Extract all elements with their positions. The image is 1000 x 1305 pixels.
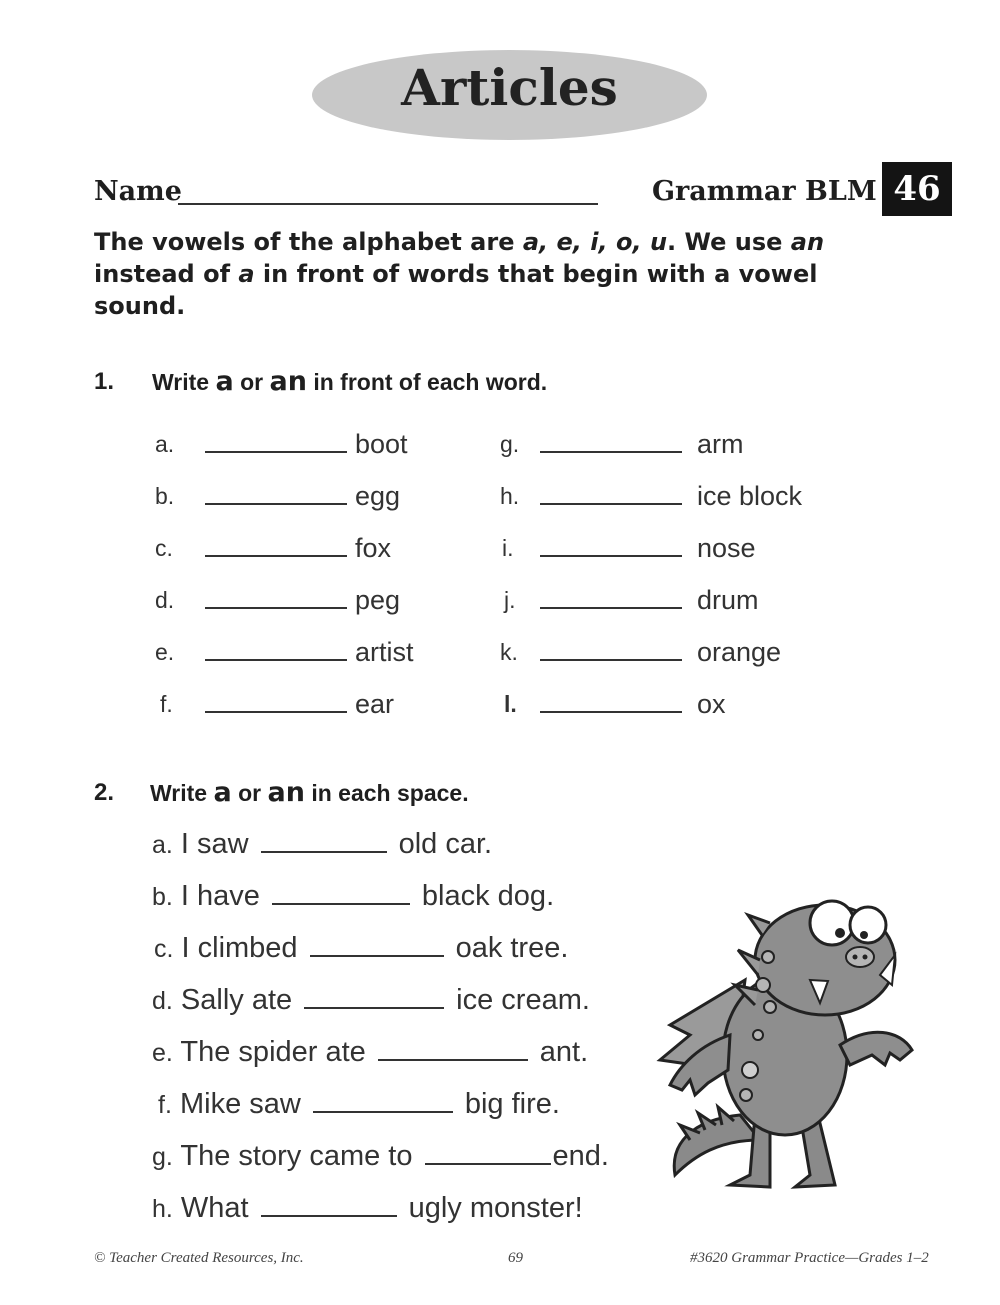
section2-instruction: Write a or an in each space.: [150, 777, 469, 808]
list-item: d. peg: [155, 585, 401, 615]
sentence-item: e. The spider ate ant.: [152, 1036, 589, 1068]
answer-blank[interactable]: [261, 1191, 397, 1217]
answer-blank[interactable]: [425, 1139, 551, 1165]
answer-blank[interactable]: [540, 659, 682, 661]
list-item: j. drum: [504, 585, 759, 615]
answer-blank[interactable]: [205, 659, 347, 661]
answer-blank[interactable]: [313, 1087, 453, 1113]
list-item: k. orange: [500, 637, 782, 667]
sentence-item: c. I climbed oak tree.: [154, 932, 569, 964]
list-item: b. egg: [155, 481, 401, 511]
answer-blank[interactable]: [272, 879, 410, 905]
footer-copyright: © Teacher Created Resources, Inc.: [94, 1250, 304, 1266]
answer-blank[interactable]: [540, 451, 682, 453]
answer-blank[interactable]: [540, 607, 682, 609]
list-item: f. ear: [160, 689, 395, 719]
intro-text: The vowels of the alphabet are a, e, i, o, u. We use an instead of a in front of words that begin with a vowel sound.: [94, 228, 825, 320]
answer-blank[interactable]: [205, 711, 347, 713]
answer-blank[interactable]: [540, 503, 682, 505]
section2-number: 2.: [94, 779, 115, 806]
name-field[interactable]: [178, 203, 598, 205]
list-item: c. fox: [155, 533, 392, 563]
list-item: i. nose: [502, 533, 756, 563]
list-item: e. artist: [155, 637, 414, 667]
sentence-item: d. Sally ate ice cream.: [152, 984, 590, 1016]
list-item: h. ice block: [500, 481, 803, 511]
answer-blank[interactable]: [540, 711, 682, 713]
sentence-item: f. Mike saw big fire.: [158, 1088, 560, 1120]
sentence-item: b. I have black dog.: [152, 880, 555, 912]
monster-arm: [840, 1032, 912, 1065]
monster-eye: [810, 901, 854, 945]
answer-blank[interactable]: [205, 607, 347, 609]
monster-tail: [674, 1115, 760, 1175]
footer-page-number: 69: [508, 1250, 523, 1266]
answer-blank[interactable]: [205, 555, 347, 557]
blm-number-badge: 46: [882, 162, 952, 216]
list-item: a. boot: [155, 429, 408, 459]
monster-eye: [850, 907, 886, 943]
footer-book-title: #3620 Grammar Practice—Grades 1–2: [690, 1250, 929, 1266]
answer-blank[interactable]: [540, 555, 682, 557]
answer-blank[interactable]: [378, 1035, 528, 1061]
sentence-item: a. I saw old car.: [152, 828, 493, 860]
monster-illustration: [650, 885, 930, 1195]
answer-blank[interactable]: [205, 503, 347, 505]
section1-instruction: Write a or an in front of each word.: [152, 366, 548, 397]
sentence-item: h. What ugly monster!: [152, 1192, 583, 1224]
answer-blank[interactable]: [205, 451, 347, 453]
page-title: Articles: [401, 58, 618, 117]
list-item: g. arm: [500, 429, 744, 459]
answer-blank[interactable]: [310, 931, 444, 957]
answer-blank[interactable]: [261, 827, 387, 853]
blm-label: Grammar BLM: [652, 176, 877, 207]
list-item: l. ox: [504, 689, 726, 719]
answer-blank[interactable]: [304, 983, 444, 1009]
name-label: Name: [94, 176, 182, 207]
section1-number: 1.: [94, 368, 115, 395]
sentence-item: g. The story came to end.: [152, 1140, 609, 1172]
